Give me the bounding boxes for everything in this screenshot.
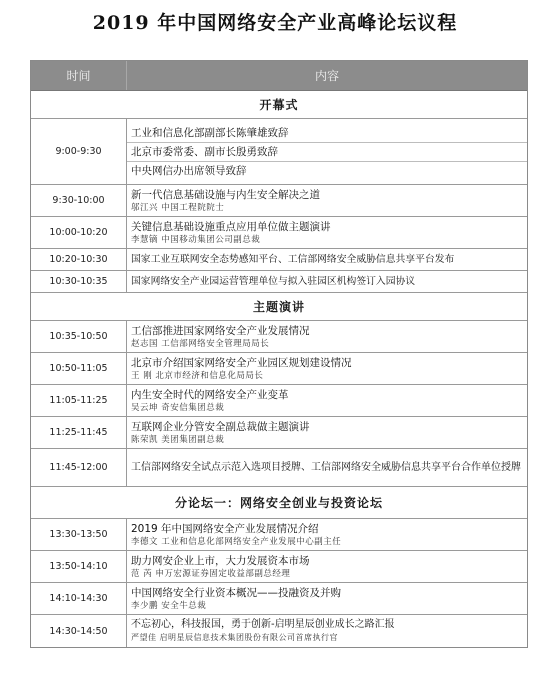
row-content: [127, 519, 527, 550]
item-speaker: 李少鹏 安全牛总裁: [131, 600, 207, 611]
row-content: [127, 217, 527, 248]
item-title: 国家网络安全产业园运营管理单位与拟入驻园区机构签订入园协议: [131, 275, 416, 287]
header-time: 时间: [31, 61, 127, 90]
row-time: 9:30-10:00: [31, 185, 127, 216]
row-time: 10:35-10:50: [31, 321, 127, 352]
item-title: 北京市介绍国家网络安全产业园区规划建设情况: [131, 356, 352, 369]
table-row: [31, 551, 527, 583]
row-content: [127, 271, 527, 292]
item-title: 2019 年中国网络安全产业发展情况介绍: [131, 522, 319, 535]
row-time: 11:25-11:45: [31, 417, 127, 448]
row-content: [127, 385, 527, 416]
row-time: 10:50-11:05: [31, 353, 127, 384]
row-content: [127, 417, 527, 448]
row-time: 14:30-14:50: [31, 615, 127, 647]
table-row: [31, 385, 527, 417]
item-title: 工信部网络安全试点示范入选项目授牌、工信部网络安全威胁信息共享平台合作单位授牌: [131, 461, 521, 473]
row-content: [127, 353, 527, 384]
table-row: [31, 249, 527, 271]
row-content: [127, 615, 527, 647]
row-time: 11:05-11:25: [31, 385, 127, 416]
table-row: [31, 271, 527, 293]
table-row: [31, 519, 527, 551]
table-row: [31, 321, 527, 353]
row-content: [127, 119, 527, 184]
item-speaker: 李德文 工业和信息化部网络安全产业发展中心副主任: [131, 536, 342, 547]
table-header: [31, 61, 527, 91]
row-content: [127, 583, 527, 614]
row-time: 10:20-10:30: [31, 249, 127, 270]
row-time: 10:00-10:20: [31, 217, 127, 248]
item-title: 互联网企业分管安全副总裁做主题演讲: [131, 420, 310, 433]
item-title: 北京市委常委、副市长殷勇致辞: [127, 143, 527, 162]
row-content: [127, 185, 527, 216]
row-content: [127, 449, 527, 486]
section-heading: 开幕式: [31, 91, 527, 119]
item-speaker: 赵志国 工信部网络安全管理局局长: [131, 338, 270, 349]
row-time: 13:50-14:10: [31, 551, 127, 582]
page-title: 2019 年中国网络安全产业高峰论坛议程: [92, 12, 458, 34]
table-row: [31, 449, 527, 487]
row-content: [127, 321, 527, 352]
item-speaker: 严望佳 启明星辰信息技术集团股份有限公司首席执行官: [131, 633, 339, 642]
row-time: 11:45-12:00: [31, 449, 127, 486]
item-title: 工信部推进国家网络安全产业发展情况: [131, 324, 310, 337]
item-title: 国家工业互联网安全态势感知平台、工信部网络安全威胁信息共享平台发布: [131, 253, 455, 265]
item-speaker: 吴云坤 奇安信集团总裁: [131, 402, 225, 413]
item-title: 工业和信息化部副部长陈肇雄致辞: [127, 124, 527, 143]
row-time: 9:00-9:30: [31, 119, 127, 184]
row-content: [127, 249, 527, 270]
table-row: [31, 583, 527, 615]
table-row: [31, 417, 527, 449]
item-title: 助力网安企业上市，大力发展资本市场: [131, 554, 310, 567]
item-title: 中国网络安全行业资本概况——投融资及并购: [131, 586, 341, 599]
section-heading: 主题演讲: [31, 293, 527, 321]
row-time: 14:10-14:30: [31, 583, 127, 614]
item-speaker: 陈荣凯 美团集团副总裁: [131, 434, 225, 445]
agenda-table: [30, 60, 528, 648]
table-row: [31, 185, 527, 217]
item-title: 中央网信办出席领导致辞: [131, 164, 247, 177]
table-row: [31, 119, 527, 185]
header-content: 内容: [314, 68, 339, 83]
item-title: 新一代信息基础设施与内生安全解决之道: [131, 188, 320, 201]
item-speaker: 邬江兴 中国工程院院士: [131, 202, 225, 213]
section-heading: 分论坛一：网络安全创业与投资论坛: [31, 487, 527, 519]
row-time: 10:30-10:35: [31, 271, 127, 292]
table-row: [31, 615, 527, 647]
item-title: 内生安全时代的网络安全产业变革: [131, 388, 289, 401]
row-time: 13:30-13:50: [31, 519, 127, 550]
item-speaker: 王 刚 北京市经济和信息化局局长: [131, 370, 264, 381]
table-row: [31, 217, 527, 249]
table-row: [31, 353, 527, 385]
item-title: 关键信息基础设施重点应用单位做主题演讲: [131, 220, 331, 233]
row-content: [127, 551, 527, 582]
item-speaker: 李慧镝 中国移动集团公司副总裁: [131, 234, 261, 245]
item-speaker: 范 芮 申万宏源证券固定收益部副总经理: [131, 568, 291, 579]
item-title: 不忘初心，科技报国，勇于创新-启明星辰创业成长之路汇报: [131, 619, 395, 630]
